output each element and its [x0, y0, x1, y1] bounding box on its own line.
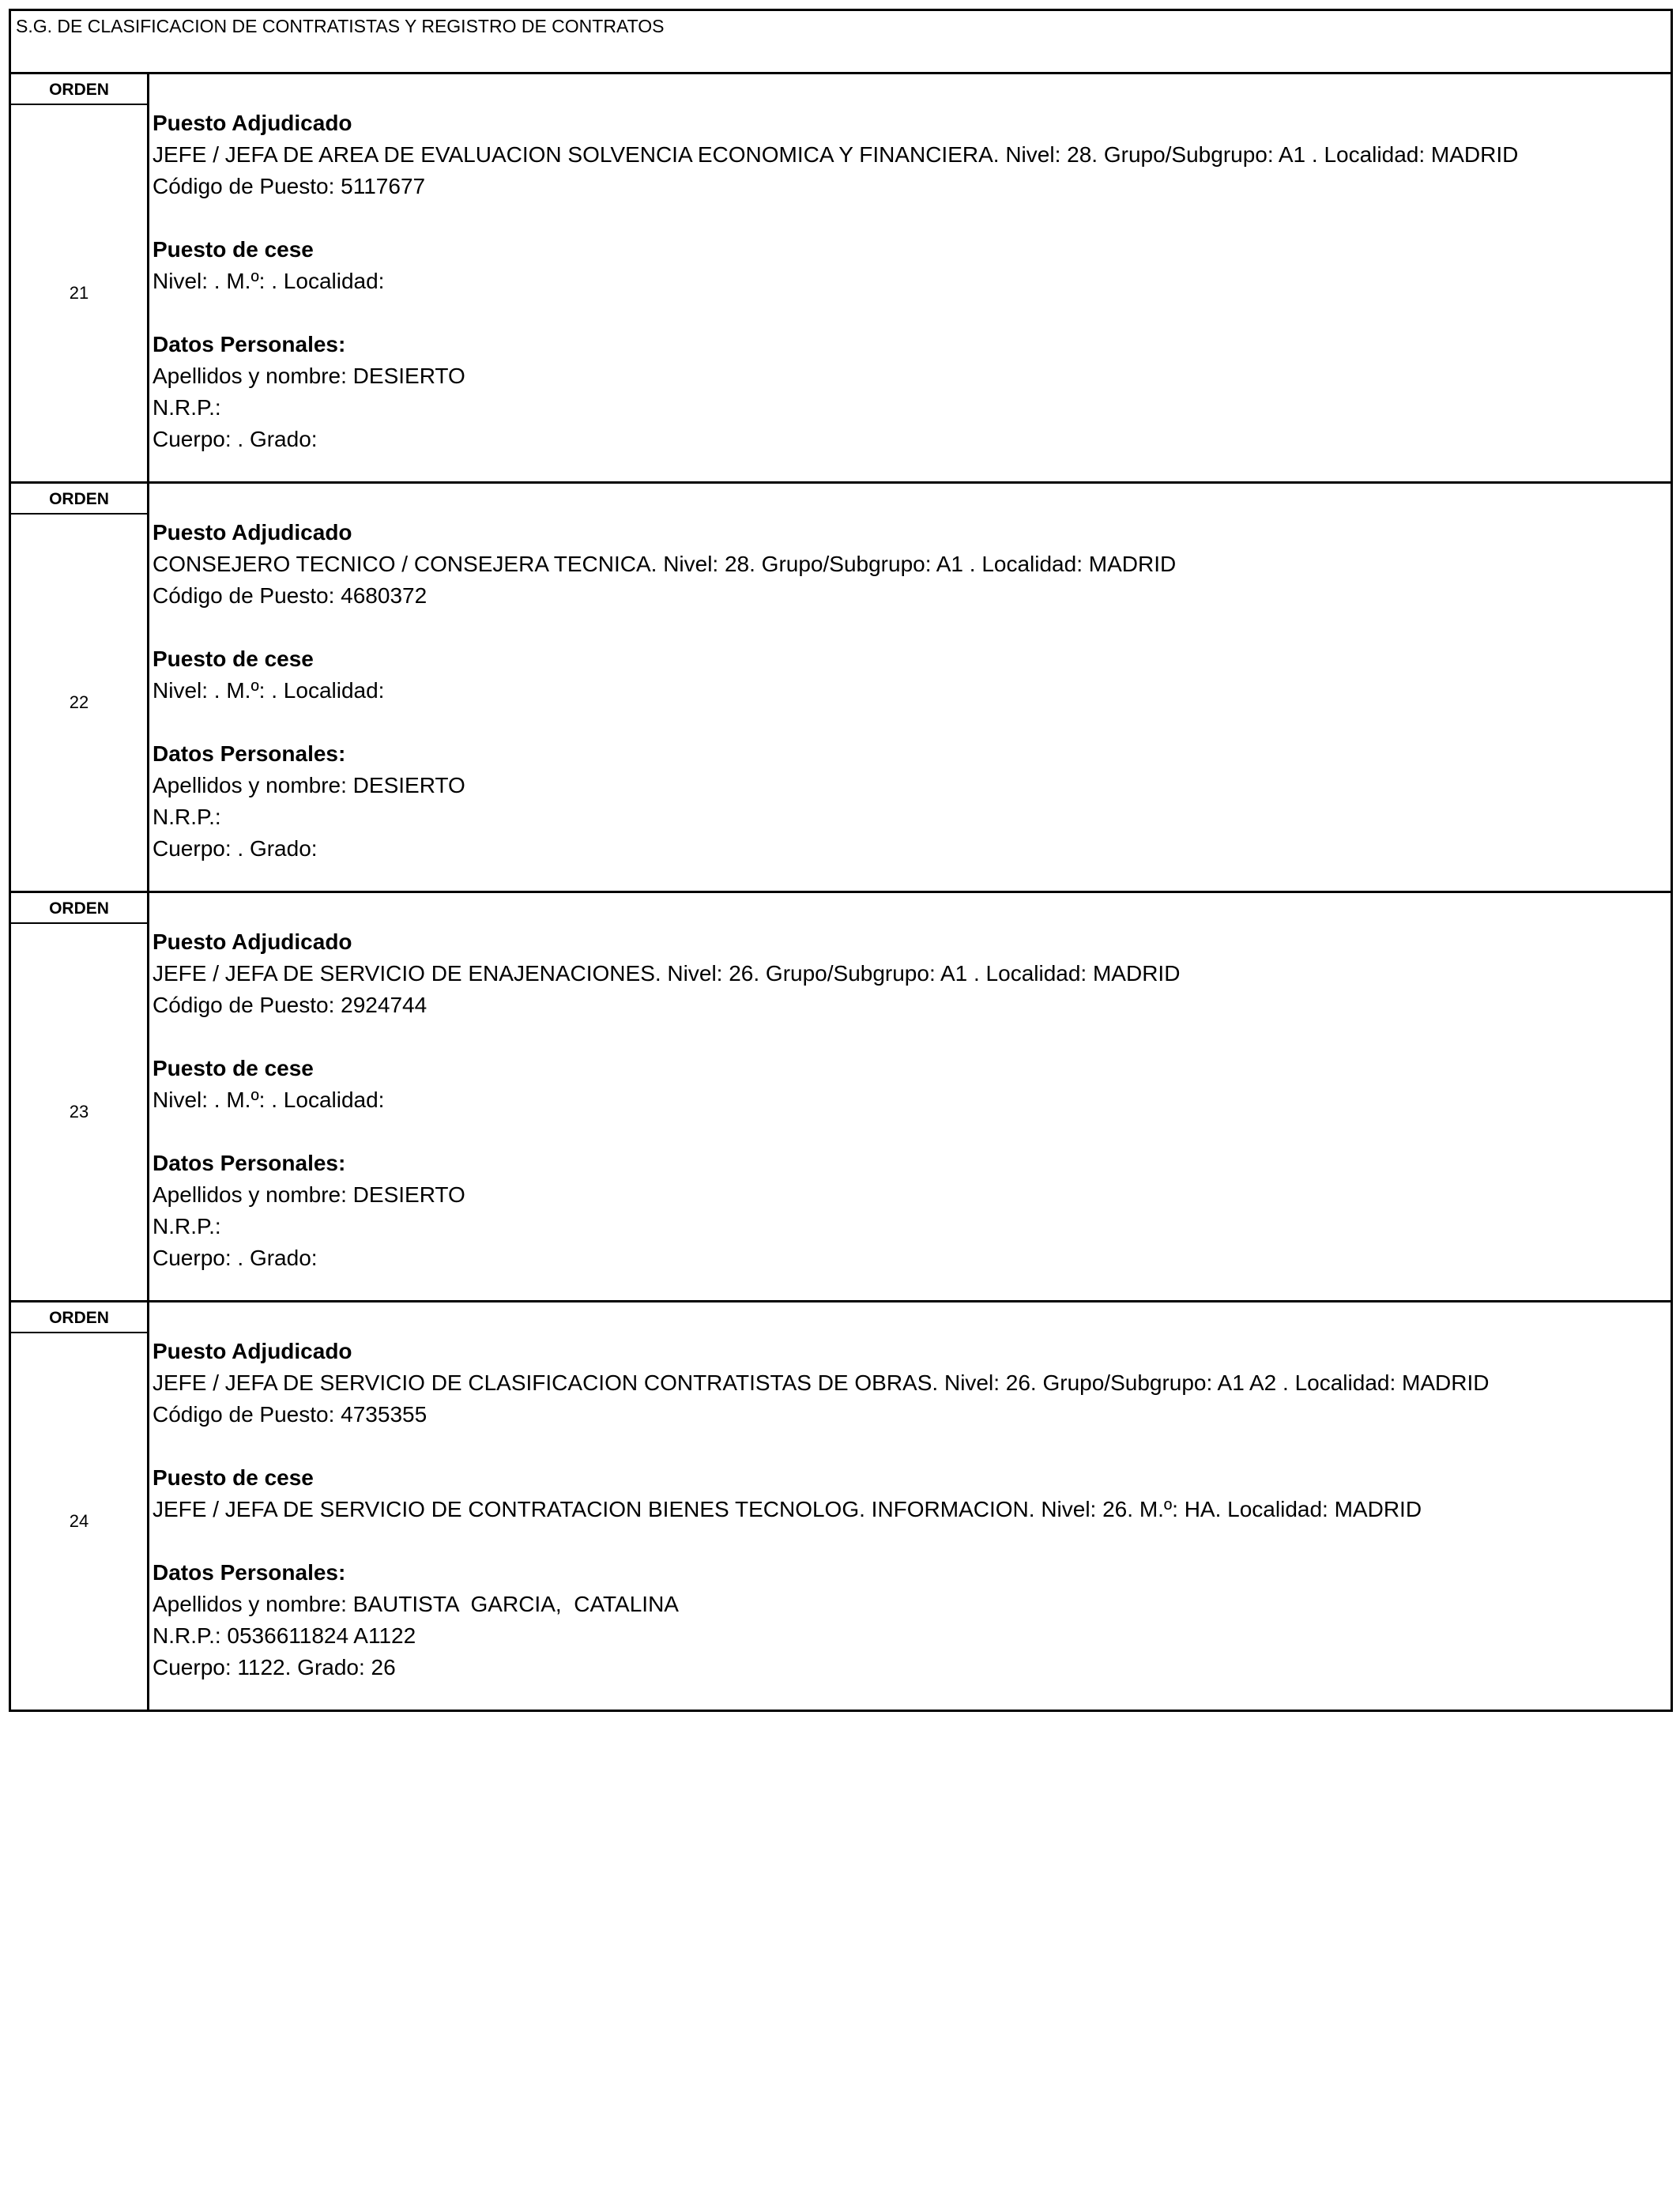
table-row — [11, 74, 1671, 484]
document-header: S.G. DE CLASIFICACION DE CONTRATISTAS Y REGISTRO DE CONTRATOS — [11, 11, 1671, 74]
cuerpo-grado: Cuerpo: . Grado: — [153, 1246, 318, 1270]
document-table — [9, 9, 1673, 1712]
orden-cell — [11, 893, 149, 1300]
puesto-adjudicado-text: CONSEJERO TECNICO / CONSEJERA TECNICA. Nivel: 28. Grupo/Subgrupo: A1 . Localidad: MADRID — [153, 552, 1177, 576]
table-row — [11, 484, 1671, 893]
cuerpo-grado: Cuerpo: . Grado: — [153, 427, 318, 451]
orden-number: 24 — [69, 1511, 89, 1531]
details-cell — [149, 484, 1671, 891]
details-cell — [149, 1302, 1671, 1710]
puesto-cese-heading: Puesto de cese — [153, 1056, 314, 1080]
codigo-puesto: Código de Puesto: 4680372 — [153, 583, 428, 608]
apellidos-nombre: Apellidos y nombre: DESIERTO — [153, 364, 465, 388]
apellidos-nombre: Apellidos y nombre: DESIERTO — [153, 1182, 465, 1207]
details-cell — [149, 74, 1671, 481]
orden-label: ORDEN — [11, 484, 147, 515]
orden-label: ORDEN — [11, 893, 147, 924]
puesto-cese-heading: Puesto de cese — [153, 237, 314, 262]
orden-cell — [11, 74, 149, 481]
puesto-adjudicado-heading: Puesto Adjudicado — [153, 520, 352, 545]
apellidos-nombre: Apellidos y nombre: BAUTISTA GARCIA, CATALINA — [153, 1592, 679, 1616]
codigo-puesto: Código de Puesto: 5117677 — [153, 174, 426, 198]
puesto-adjudicado-heading: Puesto Adjudicado — [153, 929, 352, 954]
orden-number: 22 — [69, 692, 89, 712]
codigo-puesto: Código de Puesto: 2924744 — [153, 993, 428, 1017]
puesto-adjudicado-text: JEFE / JEFA DE SERVICIO DE ENAJENACIONES. Nivel: 26. Grupo/Subgrupo: A1 . Localidad: MADRID — [153, 961, 1181, 986]
puesto-cese-text: Nivel: . M.º: . Localidad: — [153, 678, 385, 703]
datos-personales-heading: Datos Personales: — [153, 1151, 346, 1175]
orden-number: 23 — [69, 1102, 89, 1122]
orden-number: 21 — [69, 283, 89, 303]
apellidos-nombre: Apellidos y nombre: DESIERTO — [153, 773, 465, 797]
datos-personales-heading: Datos Personales: — [153, 1560, 346, 1585]
cuerpo-grado: Cuerpo: 1122. Grado: 26 — [153, 1655, 396, 1679]
orden-label: ORDEN — [11, 1302, 147, 1333]
nrp: N.R.P.: 0536611824 A1122 — [153, 1623, 416, 1648]
puesto-adjudicado-heading: Puesto Adjudicado — [153, 1339, 352, 1363]
puesto-cese-text: Nivel: . M.º: . Localidad: — [153, 269, 385, 293]
datos-personales-heading: Datos Personales: — [153, 741, 346, 766]
table-row — [11, 1302, 1671, 1712]
datos-personales-heading: Datos Personales: — [153, 332, 346, 356]
puesto-adjudicado-heading: Puesto Adjudicado — [153, 111, 352, 135]
puesto-adjudicado-text: JEFE / JEFA DE SERVICIO DE CLASIFICACION CONTRATISTAS DE OBRAS. Nivel: 26. Grupo/Subgrupo: A1 A2 . Localidad: MADRID — [153, 1370, 1490, 1395]
table-row — [11, 893, 1671, 1302]
puesto-adjudicado-text: JEFE / JEFA DE AREA DE EVALUACION SOLVENCIA ECONOMICA Y FINANCIERA. Nivel: 28. Grupo/Subgrupo: A1 . Localidad: MADRID — [153, 142, 1519, 167]
puesto-cese-text: Nivel: . M.º: . Localidad: — [153, 1088, 385, 1112]
puesto-cese-heading: Puesto de cese — [153, 647, 314, 671]
details-cell — [149, 893, 1671, 1300]
orden-cell — [11, 1302, 149, 1710]
orden-cell — [11, 484, 149, 891]
nrp: N.R.P.: — [153, 1214, 221, 1238]
cuerpo-grado: Cuerpo: . Grado: — [153, 836, 318, 861]
puesto-cese-heading: Puesto de cese — [153, 1465, 314, 1490]
nrp: N.R.P.: — [153, 395, 221, 420]
nrp: N.R.P.: — [153, 805, 221, 829]
orden-label: ORDEN — [11, 74, 147, 105]
puesto-cese-text: JEFE / JEFA DE SERVICIO DE CONTRATACION BIENES TECNOLOG. INFORMACION. Nivel: 26. M.º: HA. Localidad: MADRID — [153, 1497, 1422, 1521]
codigo-puesto: Código de Puesto: 4735355 — [153, 1402, 428, 1427]
